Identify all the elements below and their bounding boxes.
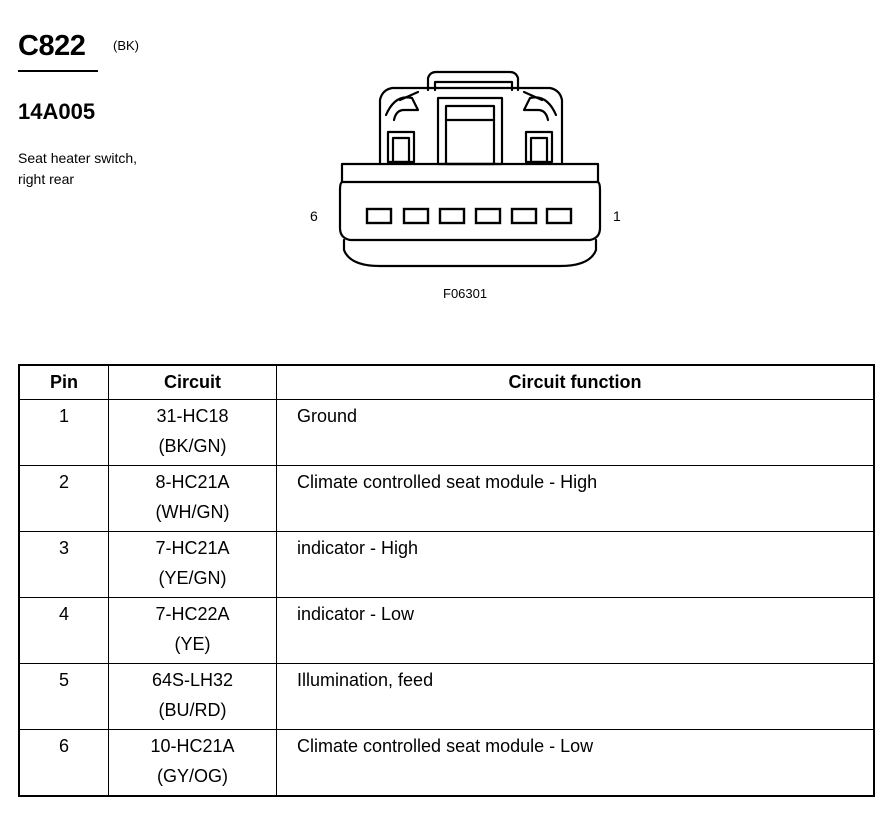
left-slot xyxy=(388,132,414,162)
wire-color: (WH/GN) xyxy=(155,502,230,522)
pin-cavity xyxy=(512,209,536,223)
connector-color: (BK) xyxy=(113,38,139,53)
circuit-function: indicator - High xyxy=(277,532,875,598)
description-line: Seat heater switch, xyxy=(18,150,138,166)
pin-number: 1 xyxy=(19,400,109,466)
circuit-cell xyxy=(109,466,277,532)
circuit-function: Illumination, feed xyxy=(277,664,875,730)
pin-number: 4 xyxy=(19,598,109,664)
table-row xyxy=(19,664,874,730)
table-row xyxy=(19,598,874,664)
wire-color: (BU/RD) xyxy=(158,700,227,720)
part-number: 14A005 xyxy=(18,99,96,124)
circuit-id: 10-HC21A xyxy=(150,736,235,756)
connector-flange xyxy=(342,164,598,182)
circuit-function: indicator - Low xyxy=(277,598,875,664)
circuit-cell xyxy=(109,598,277,664)
wire-color: (BK/GN) xyxy=(158,436,227,456)
connector-face-diagram xyxy=(300,60,640,310)
left-hook xyxy=(386,97,418,120)
circuit-cell xyxy=(109,730,277,797)
pin-cavity xyxy=(547,209,571,223)
table-row xyxy=(19,466,874,532)
circuit-cell xyxy=(109,532,277,598)
circuit-function: Climate controlled seat module - High xyxy=(277,466,875,532)
circuit-function: Ground xyxy=(277,400,875,466)
column-header-function: Circuit function xyxy=(277,365,875,400)
pin-number: 3 xyxy=(19,532,109,598)
table-header-row xyxy=(19,365,874,400)
component-description xyxy=(18,148,218,190)
table-row xyxy=(19,730,874,797)
wire-color: (YE/GN) xyxy=(158,568,227,588)
table-row xyxy=(19,532,874,598)
column-header-pin: Pin xyxy=(19,365,109,400)
pin-number: 6 xyxy=(19,730,109,797)
description-line: right rear xyxy=(18,171,75,187)
center-guide xyxy=(438,98,502,164)
circuit-id: 7-HC22A xyxy=(155,604,230,624)
figure-id: F06301 xyxy=(443,286,488,301)
right-hook xyxy=(524,97,556,120)
pin-cavity xyxy=(367,209,391,223)
table-row xyxy=(19,400,874,466)
pin-cavity xyxy=(476,209,500,223)
connector-upper-housing xyxy=(380,88,562,164)
circuit-id: 7-HC21A xyxy=(155,538,230,558)
pin-label-left: 6 xyxy=(310,208,318,224)
circuit-id: 64S-LH32 xyxy=(151,670,234,690)
pin-cavity xyxy=(440,209,464,223)
wire-color: (GY/OG) xyxy=(157,766,228,786)
circuit-id: 31-HC18 xyxy=(156,406,229,426)
pin-number: 2 xyxy=(19,466,109,532)
connector-id-underline xyxy=(18,70,98,72)
circuit-function: Climate controlled seat module - Low xyxy=(277,730,875,797)
pin-table xyxy=(18,364,875,797)
circuit-cell xyxy=(109,664,277,730)
pin-cavity xyxy=(404,209,428,223)
pin-label-right: 1 xyxy=(613,208,621,224)
wire-color: (YE) xyxy=(174,634,211,654)
pin-number: 5 xyxy=(19,664,109,730)
connector-id: C822 xyxy=(18,30,86,62)
circuit-cell xyxy=(109,400,277,466)
circuit-id: 8-HC21A xyxy=(155,472,230,492)
column-header-circuit: Circuit xyxy=(109,365,277,400)
